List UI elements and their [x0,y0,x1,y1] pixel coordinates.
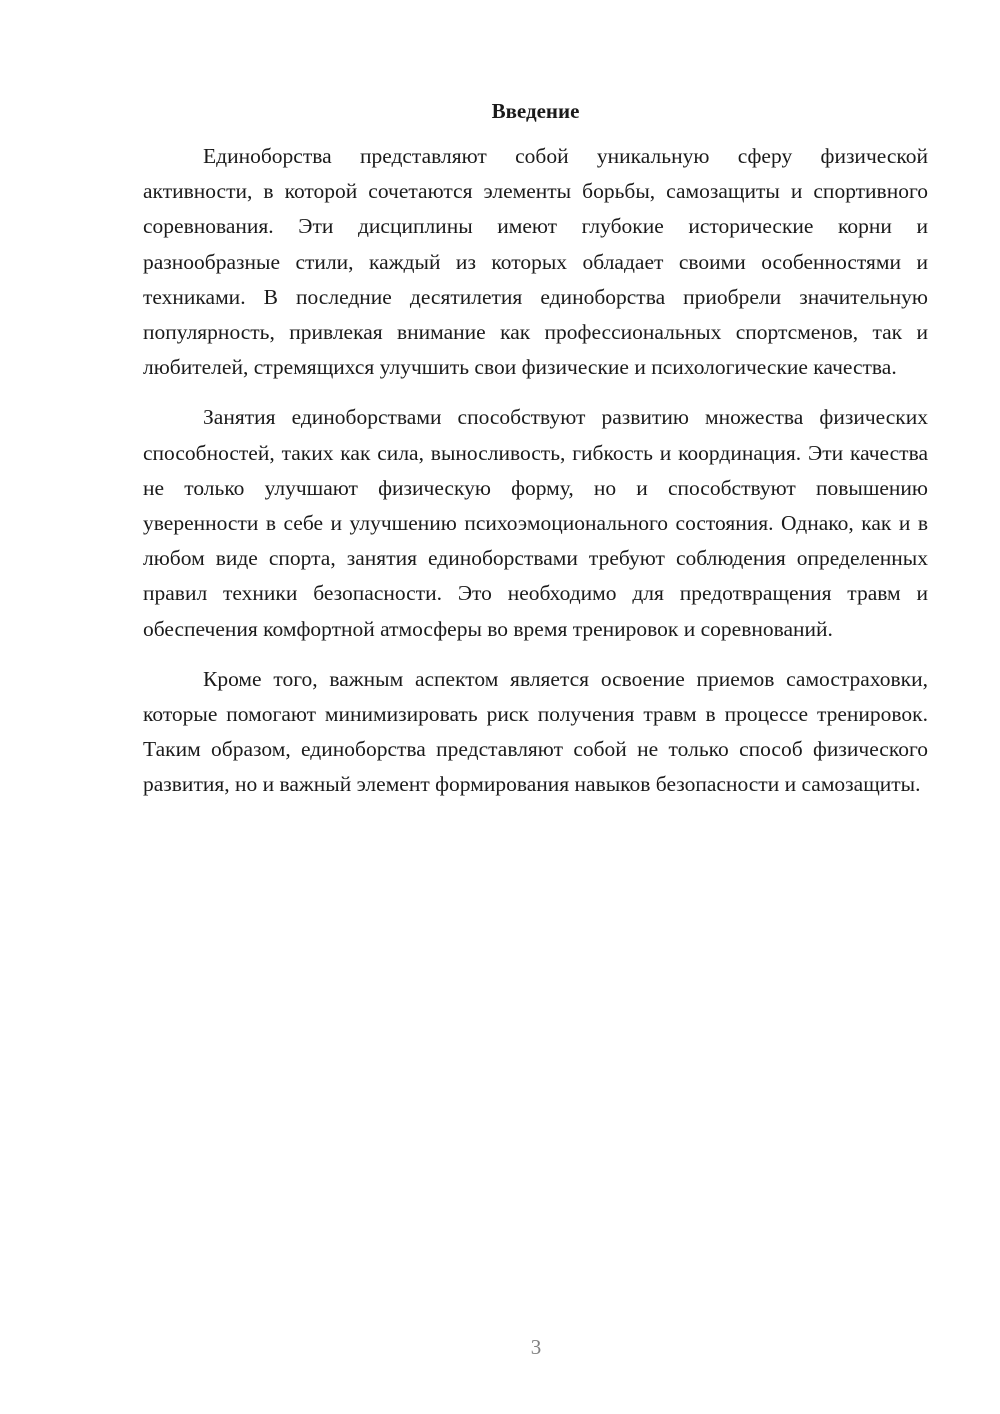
paragraph-2: Занятия единоборствами способствуют развитию множества физических способностей, таких как сила, выносливость, гибкость и координация. Эти качества не только улучшают физическую форму, но и способствуют повышению уверенности в себе и улучшению психоэмоционального состояния. Однако, как и в любом виде спорта, занятия единоборствами требуют соблюдения определенных правил техники безопасности. Это необходимо для предотвращения травм и обеспечения комфортной атмосферы во время тренировок и соревнований. [143,405,928,641]
paragraph-3: Кроме того, важным аспектом является освоение приемов самостраховки, которые помогают минимизировать риск получения травм в процессе тренировок. Таким образом, единоборства представляют собой не только способ физического развития, но и важный элемент формирования навыков безопасности и самозащиты. [143,666,928,797]
paragraph-1: Единоборства представляют собой уникальную сферу физической активности, в которой сочетаются элементы борьбы, самозащиты и спортивного соревнования. Эти дисциплины имеют глубокие исторические корни и разнообразные стили, каждый из которых обладает своими особенностями и техниками. В последние десятилетия единоборства приобрели значительную популярность, привлекая внимание как профессиональных спортсменов, так и любителей, стремящихся улучшить свои физические и психологические качества. [143,144,928,380]
page-number: 3 [530,1335,542,1359]
page-content [143,96,928,818]
section-heading: Введение [491,99,580,123]
